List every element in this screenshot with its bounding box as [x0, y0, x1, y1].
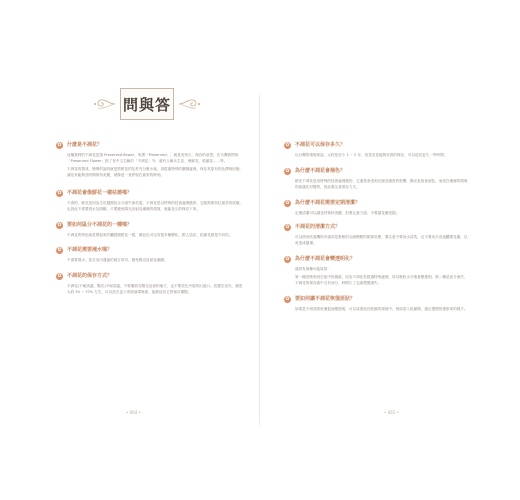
section-header	[92, 88, 202, 120]
question-bullet-icon: ✿	[285, 168, 290, 174]
question-bullet-icon: ✿	[285, 142, 290, 148]
answer	[67, 200, 244, 212]
answer-paragraph: 可以使用吹風機的冷風或是柔軟的毛刷輕輕的刷掉灰塵，要注意不要用水清洗，也不要用手直接觸摸花瓣，以免造成損傷。	[295, 235, 468, 245]
question	[56, 190, 244, 197]
question-bullet-icon: ✿	[57, 142, 62, 148]
answer	[67, 232, 244, 238]
section-title	[120, 88, 174, 120]
left-page-column	[56, 142, 244, 305]
answer	[67, 257, 244, 263]
answer-paragraph: 不凋花的製成，簡單的說明就是將鮮花的花材充分脫水後，再經過特殊的藥劑處理，保存其原有的色澤與形態，讓花朵能夠長時間保持美麗，就像是一直停留在最美的時刻。	[67, 167, 244, 177]
question-bullet-icon: ✿	[57, 273, 62, 279]
question	[56, 222, 244, 229]
question	[56, 247, 244, 254]
answer	[295, 178, 468, 190]
question-text: 什麼是不凋花？	[67, 142, 103, 148]
qa-item	[56, 273, 244, 295]
question-bullet-icon: ✿	[57, 222, 62, 228]
answer	[67, 152, 244, 178]
answer	[295, 210, 468, 216]
answer	[295, 152, 468, 158]
question	[56, 142, 244, 149]
answer-paragraph: 鮮花不凋花是用特殊的技術處理過的，它還是會受到光線及濕度的影響，陽光直射會褪色，而放在潮濕的環境則會讓花材變質，因此要注意保存方式。	[295, 179, 468, 189]
right-flourish-icon	[178, 97, 202, 111]
question	[284, 168, 468, 175]
question-text: 為什麼不凋花會褪色？	[295, 168, 346, 174]
qa-item	[284, 256, 468, 286]
left-flourish-icon	[92, 97, 116, 111]
right-page-column	[284, 142, 468, 322]
answer-paragraph: 不凋花(不耐高溫、陽光)不耐高溫，不要擺放在陽光直射的地方，也不要放在冷氣的出風口。放置在室內，濕度大約 50 ~ 70% 左右，可以放在盒子或玻璃罩裡面，能夠延長它的保存期限。	[67, 284, 243, 294]
answer-paragraph: 不會的，鮮花是因為生長週期及水分流失會枯萎，不凋花是以特殊的技術處理過的，它能夠保持住最美的狀態，也因此不需要澆水及照顧，只要避免陽光直射及潮濕的環境，就能長久的保存下來。	[67, 201, 244, 211]
question-text: 為什麼不凋花需要定期清潔？	[295, 200, 361, 206]
question	[56, 273, 244, 280]
question	[284, 142, 468, 149]
qa-item	[284, 200, 468, 216]
qa-item	[56, 142, 244, 178]
question-bullet-icon: ✿	[285, 296, 290, 302]
qa-item	[284, 224, 468, 246]
answer	[295, 306, 468, 312]
question-text: 要如何讓不凋花恢復原狀？	[295, 296, 356, 302]
right-page-number: • 065 •	[384, 410, 399, 415]
question-text: 要如何區分不凋花的一種嗎？	[67, 222, 133, 228]
question-text: 不凋花會像鮮花一樣枯萎嗎？	[67, 190, 133, 196]
question-text: 不凋花需要澆水嗎？	[67, 247, 113, 253]
question	[284, 296, 468, 303]
answer-paragraph: 如果是不凋花吸收濕氣而變透明，可以試著放在乾燥的環境中，例如放入乾燥劑，讓它慢慢恢復原來的樣子。	[295, 307, 468, 311]
question	[284, 224, 468, 231]
answer-paragraph: 以台灣的環境來說，大約是至少 1 ~ 2 年，但是若是能夠妥善的保存，可以延長更久一些時間。	[295, 153, 448, 157]
answer-paragraph: 定期清潔可以讓花材保持美觀，但要注意力道，不要讓花瓣受損。	[295, 211, 400, 215]
answer-paragraph: 第一種是吸收到空氣中的濕氣，因為不凋花有經過特殊處理，所以吸收水分後會變透明。第二種是油分流失，不凋花的保存液中含有油分，時間久了也會慢慢流失。	[295, 275, 468, 285]
answer	[295, 266, 468, 286]
question-text: 不凋花可以保存多久？	[295, 142, 346, 148]
question	[284, 200, 468, 207]
question-bullet-icon: ✿	[285, 200, 290, 206]
question-bullet-icon: ✿	[57, 247, 62, 253]
qa-item	[56, 222, 244, 238]
answer	[295, 234, 468, 246]
qa-item	[284, 142, 468, 158]
answer	[67, 283, 244, 295]
answer-paragraph: 這種我們的不凋花是指 Preserved flower，所謂「Preserved」，就是有持久、保存的意思，在台灣我們叫「Preserved Flower」除了有中文名稱的「不凋花」外，還有人稱永生花、保鮮花、乾燥花……等。	[67, 153, 239, 163]
answer-paragraph: 不需要澆水，放在室內通風的地方即可，避免陽光直射及潮濕。	[67, 258, 168, 262]
page-gutter	[259, 95, 260, 425]
question-text: 不凋花的清潔方式？	[295, 224, 341, 230]
question-bullet-icon: ✿	[57, 190, 62, 196]
left-page-number: • 064 •	[126, 410, 141, 415]
question-text: 為什麼不凋花會變透明化？	[295, 256, 356, 262]
question-text: 不凋花的保存方式？	[67, 273, 113, 279]
question-bullet-icon: ✿	[285, 256, 290, 262]
answer-paragraph: 通常有兩種可能原因：	[295, 267, 331, 271]
qa-item	[284, 296, 468, 312]
section-title-text: 問與答	[122, 95, 171, 114]
qa-item	[284, 168, 468, 190]
qa-item	[56, 247, 244, 263]
question	[284, 256, 468, 263]
answer-paragraph: 不凋花的特色就是摸起來的觸感跟鮮花一樣，顏色也可以有很多種變化，跟人造花、乾燥花都是不同的。	[67, 233, 233, 237]
qa-item	[56, 190, 244, 212]
question-bullet-icon: ✿	[285, 224, 290, 230]
